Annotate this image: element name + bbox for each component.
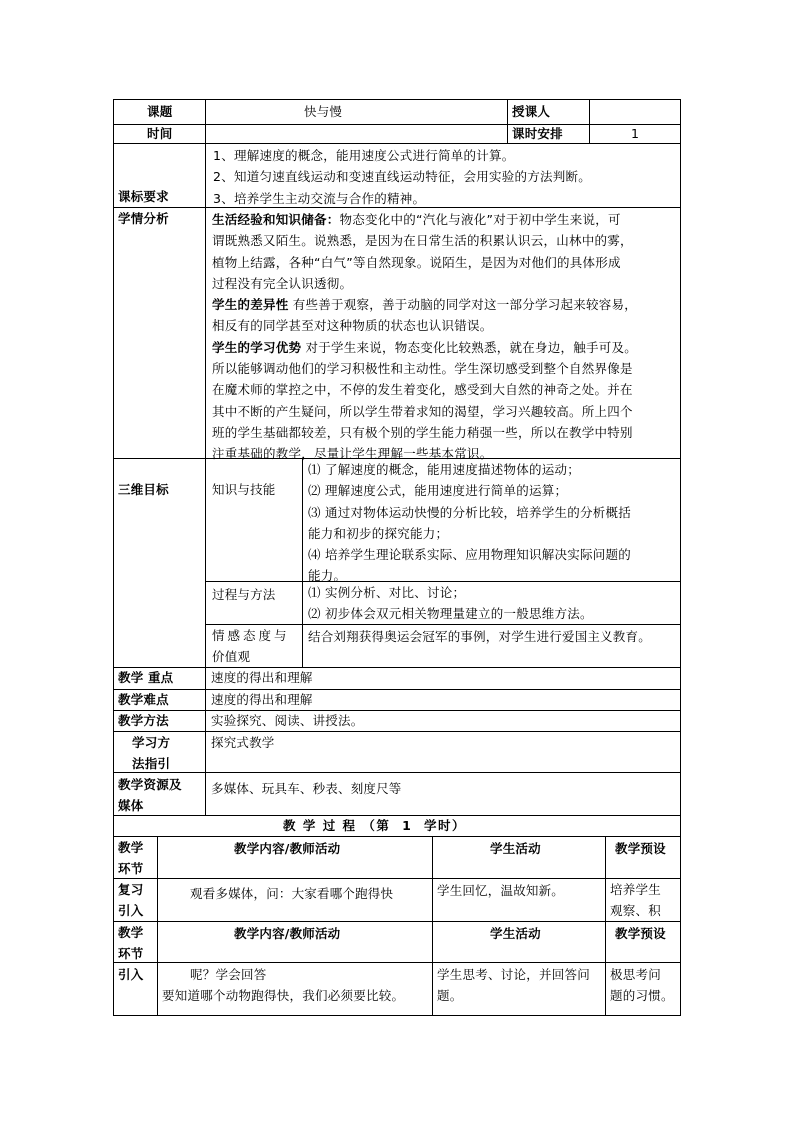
- process-header-student-2: 学生活动: [490, 926, 541, 941]
- label-process-method: 过程与方法: [212, 587, 276, 602]
- student-line: 题。: [437, 988, 463, 1004]
- analysis-line: 对于学生来说，物态变化比较熟悉，就在身边，触手可及。: [301, 339, 637, 355]
- label-standards: 课标要求: [118, 189, 169, 204]
- label-guide-line: 法指引: [132, 756, 171, 772]
- key-point-text: 速度的得出和理解: [211, 670, 313, 685]
- analysis-head-2: 学生的差异性: [212, 297, 289, 313]
- process-title: 教 学 过 程 （第 1 学时）: [283, 818, 467, 833]
- analysis-line: 有些善于观察，善于动脑的同学对这一部分学习起来较容易，: [288, 297, 637, 313]
- label-difficulty: 教学难点: [118, 692, 169, 707]
- label-resources-line: 媒体: [118, 798, 144, 814]
- label-emotion-line: 情感态度与: [212, 628, 290, 643]
- design-line: 题的习惯。: [610, 988, 674, 1004]
- label-method: 教学方法: [118, 713, 169, 728]
- row-intro-student: [437, 964, 590, 1007]
- analysis-head-3: 学生的学习优势: [212, 339, 302, 355]
- stage-label-line: 环节: [118, 946, 144, 962]
- difficulty-text: 速度的得出和理解: [211, 692, 313, 707]
- label-key-point: 教学 重点: [118, 670, 174, 685]
- label-guide-line: 学习方: [132, 735, 171, 750]
- analysis-line: 所以能够调动他们的学习积极性和主动性。学生深切感受到整个自然界像是: [212, 361, 633, 377]
- topic-value: 快与慢: [304, 104, 343, 119]
- label-teacher: 授课人: [512, 104, 551, 119]
- stage-line: 引入: [118, 903, 144, 919]
- process-header-content: 教学内容/教师活动: [234, 841, 341, 856]
- emotion-text: 结合刘翔获得奥运会冠军的事例，对学生进行爱国主义教育。: [308, 629, 651, 644]
- method-text: 实验探究、阅读、讲授法。: [211, 713, 364, 728]
- row-review-stage: [118, 879, 144, 922]
- process-method-text: [308, 582, 593, 625]
- analysis-line: 注重基础的教学，尽量让学生理解一些基本常识。: [212, 446, 493, 462]
- knowledge-line: ⑴ 了解速度的概念，能用速度描述物体的运动；: [308, 462, 580, 477]
- row-review-design: [610, 879, 661, 922]
- stage-line: 复习: [118, 882, 144, 897]
- label-emotion-line: 价值观: [212, 649, 251, 665]
- process-header-student: 学生活动: [490, 841, 541, 856]
- process-header-stage-2: [118, 922, 144, 965]
- label-analysis: 学情分析: [118, 211, 169, 226]
- resources-text: 多媒体、玩具车、秒表、刻度尺等: [211, 781, 402, 796]
- process-header-stage: [118, 837, 144, 880]
- analysis-line: 植物上结露，各种“白气”等自然现象。说陌生，是因为对他们的具体形成: [212, 254, 621, 270]
- label-resources-line: 教学资源及: [118, 777, 182, 792]
- analysis-line: 物态变化中的“汽化与液化”对于初中学生来说，可: [339, 212, 621, 227]
- analysis-line: 过程没有完全认识透彻。: [212, 275, 353, 291]
- knowledge-line: 能力。: [308, 568, 347, 584]
- analysis-line: 班的学生基础都较差，只有极个别的学生能力稍强一些，所以在教学中特别: [212, 424, 633, 440]
- content-line: 要知道哪个动物跑得快，我们必须要比较。: [162, 988, 405, 1004]
- analysis-text: [212, 209, 637, 465]
- label-knowledge: 知识与技能: [212, 482, 276, 497]
- label-guide: [132, 732, 170, 775]
- process-method-line: ⑵ 初步体会双元相关物理量建立的一般思维方法。: [308, 606, 593, 622]
- analysis-line: 其中不断的产生疑问，所以学生带着求知的渴望，学习兴趣较高。所上四个: [212, 403, 633, 419]
- knowledge-line: ⑵ 理解速度公式，能用速度进行简单的运算；: [308, 483, 568, 499]
- design-line: 极思考问: [610, 967, 662, 982]
- knowledge-line: ⑷ 培养学生理论联系实际、应用物理知识解决实际问题的: [308, 547, 631, 563]
- label-emotion: [212, 625, 290, 668]
- label-topic: 课题: [147, 104, 173, 119]
- row-review-student: 学生回忆，温故知新。: [437, 883, 565, 898]
- process-header-content-2: 教学内容/教师活动: [234, 926, 341, 941]
- label-time: 时间: [147, 126, 173, 141]
- analysis-line: 在魔术师的掌控之中，不停的发生着变化，感受到大自然的神奇之处。并在: [212, 382, 633, 398]
- process-header-design: 教学预设: [615, 841, 666, 856]
- stage-label-line: 教学: [118, 925, 144, 940]
- stage-label-line: 环节: [118, 861, 144, 877]
- row-intro-content: [162, 964, 404, 1007]
- content-line: 呢？学会回答: [190, 967, 267, 982]
- process-method-line: ⑴ 实例分析、对比、讨论；: [308, 585, 466, 600]
- knowledge-line: ⑶ 通过对物体运动快慢的分析比较，培养学生的分析概括: [308, 504, 631, 520]
- label-goals: 三维目标: [118, 482, 169, 497]
- row-review-content: 观看多媒体，问：大家看哪个跑得快: [190, 886, 394, 901]
- standards-line: 1、理解速度的概念，能用速度公式进行简单的计算。: [213, 148, 515, 163]
- standards-text: [213, 145, 591, 209]
- process-header-design-2: 教学预设: [615, 926, 666, 941]
- label-resources: [118, 774, 182, 817]
- knowledge-text: [308, 459, 631, 587]
- design-line: 观察、积: [610, 903, 662, 919]
- row-intro-stage: 引入: [118, 967, 144, 982]
- label-periods: 课时安排: [512, 126, 563, 141]
- periods-value: 1: [631, 126, 640, 141]
- student-line: 学生思考、讨论，并回答问: [437, 967, 591, 982]
- analysis-line: 谓既熟悉又陌生。说熟悉，是因为在日常生活的积累认识云，山林中的雾，: [212, 233, 633, 249]
- knowledge-line: 能力和初步的探究能力；: [308, 525, 449, 541]
- row-intro-design: [610, 964, 674, 1007]
- stage-label-line: 教学: [118, 840, 144, 855]
- design-line: 培养学生: [610, 882, 662, 897]
- standards-line: 2、知道匀速直线运动和变速直线运动特征，会用实验的方法判断。: [213, 169, 591, 185]
- analysis-head-1: 生活经验和知识储备：: [212, 212, 340, 227]
- analysis-line: 相反有的同学甚至对这种物质的状态也认识错误。: [212, 318, 493, 334]
- standards-line: 3、培养学生主动交流与合作的精神。: [213, 190, 426, 206]
- guide-text: 探究式教学: [211, 735, 275, 750]
